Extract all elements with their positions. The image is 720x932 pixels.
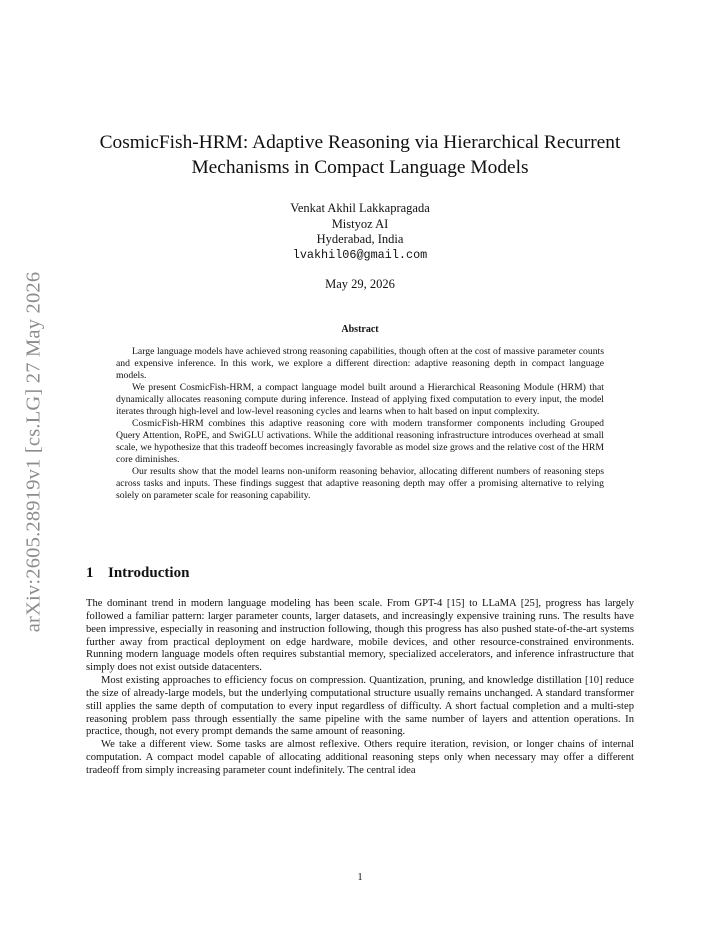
paper-date: May 29, 2026 bbox=[325, 277, 395, 291]
abstract-paragraph: We present CosmicFish-HRM, a compact language model built around a Hierarchical Reasoning Module (HRM) that dynamically allocates reasoning compute during inference. Instead of applying fixed computation to every input, the model iterates through high-level and low-level reasoning cycles and learns when to halt based on input complexity. bbox=[116, 382, 604, 417]
abstract-body bbox=[116, 346, 604, 502]
abstract-paragraph: Large language models have achieved strong reasoning capabilities, though often at the cost of massive parameter counts and expensive inference. In this work, we explore a different direction: adaptive reasoning depth in compact language models. bbox=[116, 346, 604, 381]
page-number: 1 bbox=[357, 872, 363, 883]
body-paragraph: The dominant trend in modern language modeling has been scale. From GPT-4 [15] to LLaMA [25], progress has largely followed a familiar pattern: larger parameter counts, larger datasets, and increasingly expensive training runs. The results have been impressive, especially in reasoning and instruction following, though this progress has also pushed state-of-the-art systems further away from practical deployment on edge hardware, mobile devices, and other resource-constrained environments. Running modern language models often requires substantial memory, specialized accelerators, and inference infrastructure that simply does not exist outside datacenters. bbox=[86, 598, 634, 674]
arxiv-identifier: arXiv:2605.28919v1 [cs.LG] 27 May 2026 bbox=[22, 271, 45, 633]
introduction-body bbox=[86, 598, 634, 778]
section-number: 1 bbox=[86, 565, 94, 581]
author-name: Venkat Akhil Lakkapragada bbox=[290, 201, 430, 215]
author-block bbox=[160, 201, 560, 263]
author-affiliation: Mistyoz AI bbox=[331, 216, 389, 231]
paper-title bbox=[80, 130, 640, 180]
title-line-2: Mechanisms in Compact Language Models bbox=[191, 157, 529, 178]
author-email: lvakhil06@gmail.com bbox=[292, 247, 428, 262]
arxiv-sidebar-stamp bbox=[22, 258, 46, 646]
body-paragraph: Most existing approaches to efficiency focus on compression. Quantization, pruning, and knowledge distillation [10] reduce the size of already-large models, but the underlying computational structure usually remains unchanged. A standard transformer still applies the same depth of computation to every input regardless of difficulty. A short factual completion and a multi-step reasoning problem pass through essentially the same pipeline with the same number of layers and attention operations. In practice, though, not every prompt demands the same amount of reasoning. bbox=[86, 675, 634, 738]
section-heading-introduction bbox=[86, 565, 189, 582]
section-title: Introduction bbox=[108, 565, 190, 581]
author-location: Hyderabad, India bbox=[316, 232, 404, 246]
abstract-heading: Abstract bbox=[341, 324, 379, 335]
body-paragraph: We take a different view. Some tasks are almost reflexive. Others require iteration, revision, or longer chains of internal computation. A compact model capable of allocating additional reasoning steps only when necessary may offer a different tradeoff from simply increasing parameter count indefinitely. The central idea bbox=[86, 739, 634, 776]
abstract-paragraph: CosmicFish-HRM combines this adaptive reasoning core with modern transformer components including Grouped Query Attention, RoPE, and SwiGLU activations. While the additional reasoning infrastructure introduces overhead at small scale, we hypothesize that this tradeoff becomes increasingly favorable as model size grows and the relative cost of the HRM core diminishes. bbox=[116, 418, 604, 465]
abstract-paragraph: Our results show that the model learns non-uniform reasoning behavior, allocating different numbers of reasoning steps across tasks and inputs. These findings suggest that adaptive reasoning depth may offer a promising alternative to relying solely on parameter scale for reasoning capability. bbox=[116, 466, 604, 501]
title-line-1: CosmicFish-HRM: Adaptive Reasoning via Hierarchical Recurrent bbox=[99, 132, 621, 153]
